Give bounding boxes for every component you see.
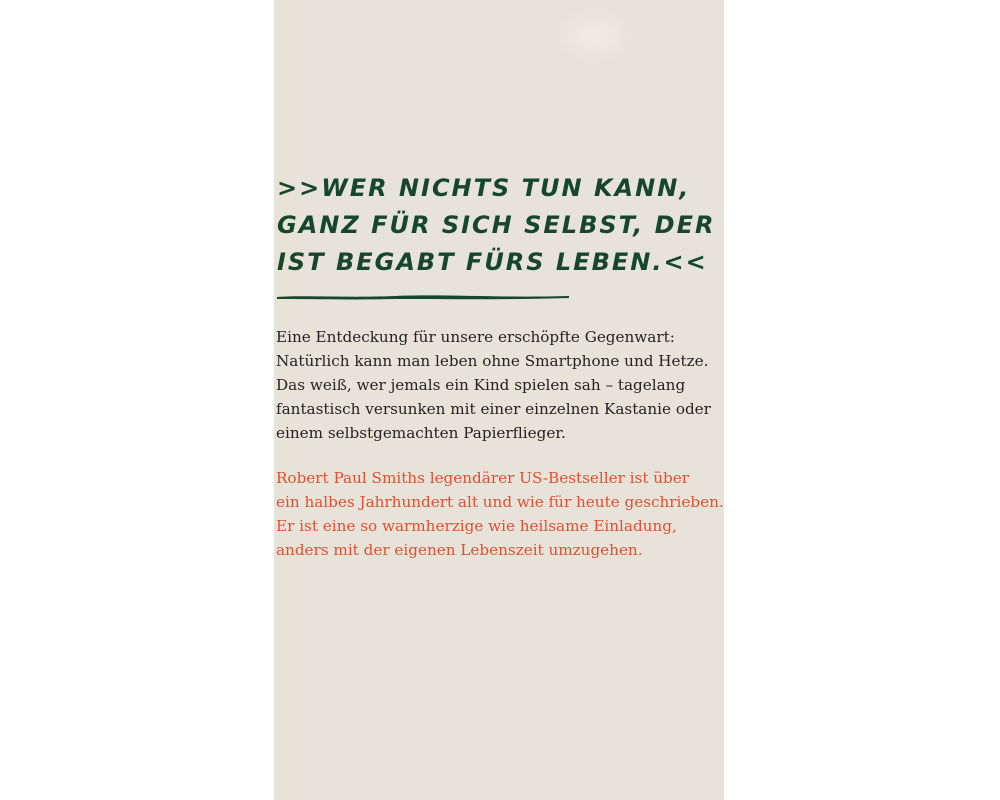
intro-line-1: Eine Entdeckung für unsere erschöpfte Gegenwart: bbox=[276, 328, 675, 346]
intro-line-2: Natürlich kann man leben ohne Smartphone und Hetze. bbox=[276, 352, 709, 370]
brush-stroke-divider bbox=[275, 293, 571, 301]
intro-paragraph bbox=[276, 325, 716, 445]
hero-quote-line-1: >>WER NICHTS TUN KANN, bbox=[277, 174, 691, 202]
intro-line-3: Das weiß, wer jemals ein Kind spielen sah – tagelang bbox=[276, 376, 686, 394]
intro-line-4: fantastisch versunken mit einer einzelnen Kastanie oder bbox=[276, 400, 711, 418]
faint-top-smudge bbox=[554, 8, 634, 64]
highlight-line-3: Er ist eine so warmherzige wie heilsame Einladung, bbox=[276, 517, 677, 535]
hero-quote-line-2: GANZ FÜR SICH SELBST, DER bbox=[277, 211, 716, 239]
hero-quote-line-3: IST BEGABT FÜRS LEBEN.<< bbox=[277, 248, 708, 276]
highlight-line-2: ein halbes Jahrhundert alt und wie für heute geschrieben. bbox=[276, 493, 724, 511]
hero-quote bbox=[277, 170, 716, 281]
highlight-paragraph bbox=[276, 466, 724, 562]
intro-line-5: einem selbstgemachten Papierflieger. bbox=[276, 424, 566, 442]
highlight-line-4: anders mit der eigenen Lebenszeit umzugehen. bbox=[276, 541, 643, 559]
highlight-line-1: Robert Paul Smiths legendärer US-Bestseller ist über bbox=[276, 469, 689, 487]
book-promo-panel bbox=[274, 0, 724, 800]
